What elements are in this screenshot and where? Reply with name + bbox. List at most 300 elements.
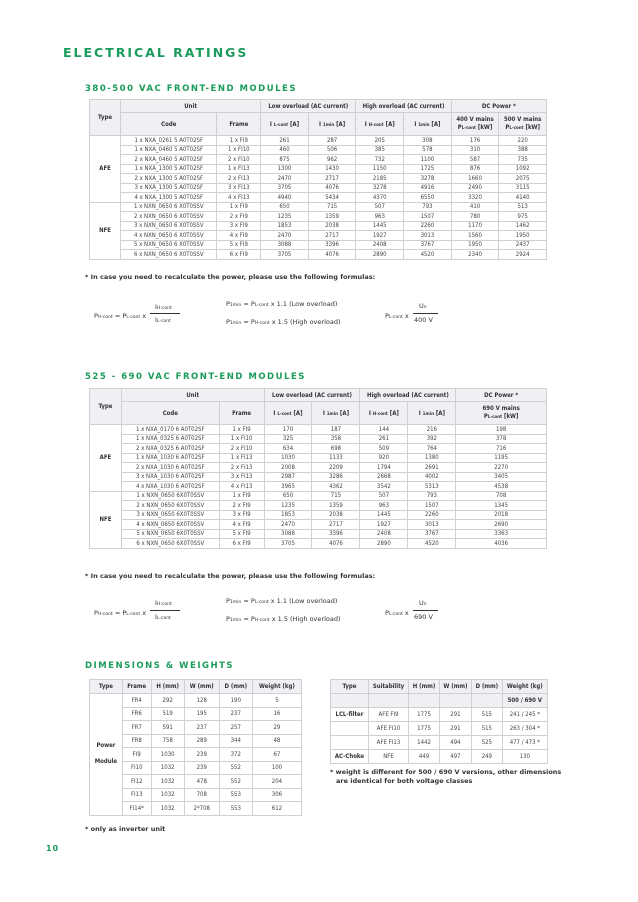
table-row: [331, 708, 548, 722]
table-row: [90, 694, 302, 708]
table-row: [90, 510, 547, 520]
table-row: [90, 434, 547, 444]
table-cell: 292: [151, 694, 184, 708]
table-cell: 1030: [151, 748, 184, 762]
dimensions-table-left: [89, 679, 302, 816]
table-cell: 187: [312, 425, 360, 435]
table-cell: 1032: [151, 761, 184, 775]
formula1-volt-lhs: PL-cont x: [385, 312, 409, 320]
col-frame: Frame: [219, 402, 264, 425]
dimensions-table-right: [330, 679, 548, 764]
table-cell: 1 x FI13: [217, 164, 261, 174]
table-cell: 3965: [264, 482, 312, 492]
table-cell: 2008: [264, 463, 312, 473]
table-cell: 1725: [404, 164, 452, 174]
table-cell: 241 / 245 *: [502, 708, 547, 722]
table-cell: 2 x FI13: [219, 463, 264, 473]
formula2-volt: 690 V: [414, 613, 433, 621]
table-cell: 1 x NXA_0170 6 A0T02SF: [121, 425, 219, 435]
table-cell: 758: [151, 734, 184, 748]
col-p400: 400 V mains PL-cont [kW]: [451, 113, 499, 136]
table-cell: 3705: [264, 539, 312, 549]
table-cell: 289: [184, 734, 219, 748]
table-cell: 1 x NXA_0261 5 A0T02SF: [121, 136, 217, 146]
formula2-num: IH-cont: [155, 599, 172, 607]
table-cell: 587: [451, 155, 499, 165]
type-cell: [331, 736, 369, 750]
col-ih-cont: I H-cont [A]: [356, 113, 404, 136]
col-i1min-low: I 1min [A]: [312, 402, 360, 425]
table-cell: 291: [439, 708, 471, 722]
table-cell: 1927: [356, 231, 404, 241]
table-cell: 308: [404, 136, 452, 146]
table-cell: 1775: [409, 708, 440, 722]
table-cell: 3396: [308, 240, 356, 250]
col-frame: Frame: [217, 113, 261, 136]
table-cell: 2038: [308, 221, 356, 231]
table-cell: FI13: [122, 788, 151, 802]
table-cell: 4076: [308, 183, 356, 193]
table-cell: 1359: [308, 212, 356, 222]
formula1-volt-line: [413, 313, 438, 314]
group-label-line: Power: [96, 742, 116, 750]
table-cell: 239: [184, 748, 219, 762]
table-cell: 5 x NXN_0650 6X0T0SSV: [121, 529, 219, 539]
table-cell: 3396: [312, 529, 360, 539]
table-cell: 715: [308, 202, 356, 212]
table-cell: 2987: [264, 472, 312, 482]
formula1-un: Un: [419, 302, 427, 310]
table-row: [90, 463, 547, 473]
table-cell: 1775: [409, 722, 440, 736]
formula1-low: P1min = PL-cont x 1.1 (Low overload): [226, 300, 338, 308]
table-cell: 2 x NXA_0460 5 A0T02SF: [121, 155, 217, 165]
table-cell: 612: [252, 802, 301, 816]
column-header: D (mm): [472, 680, 503, 694]
table-cell: 392: [408, 434, 456, 444]
table-cell: 1100: [404, 155, 452, 165]
table-row: [331, 722, 548, 736]
table-cell: 2 x FI13: [217, 174, 261, 184]
table-row: [90, 250, 547, 260]
table-cell: 1442: [409, 736, 440, 750]
table-cell: 920: [360, 453, 408, 463]
table-cell: 3 x NXN_0650 6 X0T0SSV: [121, 221, 217, 231]
table-cell: 4 x FI9: [217, 231, 261, 241]
table-cell: 1092: [499, 164, 547, 174]
group-label: NFE: [90, 491, 122, 548]
table-cell: 3013: [408, 520, 456, 530]
table-cell: 497: [439, 750, 471, 764]
table-cell: 358: [312, 434, 360, 444]
table-cell: 6550: [404, 193, 452, 203]
table-row: [90, 425, 547, 435]
table-cell: 3115: [499, 183, 547, 193]
table-cell: 1927: [360, 520, 408, 530]
table-cell: FI10: [122, 761, 151, 775]
table-cell: 1170: [451, 221, 499, 231]
table-cell: 388: [499, 145, 547, 155]
table-cell: 716: [456, 444, 547, 454]
table-cell: 3542: [360, 482, 408, 492]
table-row: [90, 136, 547, 146]
table-cell: 1 x FI13: [219, 453, 264, 463]
right-note-line1: * weight is different for 500 / 690 V versions, other dimensions: [330, 768, 562, 776]
table-cell: 1235: [264, 501, 312, 511]
column-header: Type: [90, 680, 123, 694]
table-cell: 1430: [308, 164, 356, 174]
table-cell: 5 x FI9: [217, 240, 261, 250]
table-cell: 2075: [499, 174, 547, 184]
table-cell: 378: [456, 434, 547, 444]
table-cell: 385: [356, 145, 404, 155]
table-row: [90, 145, 547, 155]
table-cell: 1794: [360, 463, 408, 473]
table-cell: 198: [456, 425, 547, 435]
table-cell: 793: [408, 491, 456, 501]
table-cell: 237: [219, 707, 252, 721]
table-cell: 5 x NXN_0650 6 X0T0SSV: [121, 240, 217, 250]
page-title: ELECTRICAL RATINGS: [63, 45, 249, 60]
table-cell: 1 x FI9: [219, 491, 264, 501]
table-cell: 3 x FI13: [219, 472, 264, 482]
formula2-fraction-line: [150, 610, 180, 611]
table-cell: 1032: [151, 802, 184, 816]
table-cell: FR8: [122, 734, 151, 748]
type-cell: LCL-filter: [331, 708, 369, 722]
table-cell: 5313: [408, 482, 456, 492]
table-cell: 3278: [356, 183, 404, 193]
table-cell: 257: [219, 721, 252, 735]
table-cell: 1 x NXA_1300 5 A0T02SF: [121, 164, 217, 174]
table-cell: 2038: [312, 510, 360, 520]
table-cell: 732: [356, 155, 404, 165]
table-cell: 477 / 473 *: [502, 736, 547, 750]
table-cell: 578: [404, 145, 452, 155]
table-cell: 3705: [261, 250, 309, 260]
col-il-cont: I L-cont [A]: [264, 402, 312, 425]
table-cell: 190: [219, 694, 252, 708]
table-cell: 205: [356, 136, 404, 146]
formula1-high: P1min = PH-cont x 1.5 (High overload): [226, 318, 341, 326]
table-cell: 4362: [312, 482, 360, 492]
table-cell: 2340: [451, 250, 499, 260]
table-cell: 4 x NXN_0650 6 X0T0SSV: [121, 231, 217, 241]
section2-footnote: * In case you need to recalculate the power, please use the following formulas:: [85, 572, 376, 580]
table-cell: 310: [451, 145, 499, 155]
table-cell: 261: [261, 136, 309, 146]
table-cell: 1560: [451, 231, 499, 241]
section3-title: DIMENSIONS & WEIGHTS: [85, 661, 235, 671]
col-high-overload: High overload (AC current): [356, 100, 451, 113]
formula2-volt-line: [413, 610, 438, 611]
table-cell: 2890: [360, 539, 408, 549]
col-i1min-high: I 1min [A]: [404, 113, 452, 136]
table-row: [90, 501, 547, 511]
table-cell: 6 x FI9: [219, 539, 264, 549]
table-cell: 3 x FI13: [217, 183, 261, 193]
table-cell: 48: [252, 734, 301, 748]
table-cell: 650: [261, 202, 309, 212]
group-label: AFE: [90, 136, 121, 203]
column-header: Type: [331, 680, 369, 694]
table-cell: 1445: [356, 221, 404, 231]
table-cell: 3320: [451, 193, 499, 203]
table-cell: 4520: [404, 250, 452, 260]
table-cell: 4 x NXA_1030 6 A0T02SF: [121, 482, 219, 492]
col-type: Type: [90, 100, 121, 136]
table-row: [90, 221, 547, 231]
table-cell: 3705: [261, 183, 309, 193]
formula2-un: Un: [419, 599, 427, 607]
formula1-lhs: PH-cont = PL-cont x: [94, 312, 147, 320]
table-cell: 2 x FI9: [219, 501, 264, 511]
table-cell: 963: [360, 501, 408, 511]
subheader-row: [331, 694, 548, 708]
table-cell: 176: [451, 136, 499, 146]
table-cell: 963: [356, 212, 404, 222]
table-cell: 715: [312, 491, 360, 501]
col-unit: Unit: [121, 100, 261, 113]
table-cell: 3278: [404, 174, 452, 184]
table-cell: 1853: [264, 510, 312, 520]
table-cell: 460: [261, 145, 309, 155]
table-cell: 2470: [264, 520, 312, 530]
table-cell: AFE FI10: [368, 722, 408, 736]
table-cell: 519: [151, 707, 184, 721]
table-cell: 4520: [408, 539, 456, 549]
table-cell: 3013: [404, 231, 452, 241]
table-cell: 6 x NXN_0650 6X0T0SSV: [121, 539, 219, 549]
table-cell: 1030: [264, 453, 312, 463]
table-cell: 515: [472, 708, 503, 722]
table-cell: 1507: [404, 212, 452, 222]
table-cell: 449: [409, 750, 440, 764]
table-cell: 708: [456, 491, 547, 501]
group-label-line: Module: [94, 758, 118, 766]
table-cell: 2490: [451, 183, 499, 193]
formula1-volt: 400 V: [414, 316, 433, 324]
table-cell: 708: [184, 788, 219, 802]
column-header: H (mm): [409, 680, 440, 694]
col-high-overload: High overload (AC current): [360, 389, 456, 402]
table-cell: 5434: [308, 193, 356, 203]
table-row: [90, 529, 547, 539]
table-cell: 239: [184, 761, 219, 775]
table-cell: 2185: [356, 174, 404, 184]
table-cell: 2408: [356, 240, 404, 250]
table-cell: 3767: [408, 529, 456, 539]
col-code: Code: [121, 402, 219, 425]
table-cell: 16: [252, 707, 301, 721]
col-code: Code: [121, 113, 217, 136]
table-cell: 6 x NXN_0650 6 X0T0SSV: [121, 250, 217, 260]
table-cell: FI14*: [122, 802, 151, 816]
table-cell: 2260: [408, 510, 456, 520]
table-cell: 3 x NXA_1300 5 A0T02SF: [121, 183, 217, 193]
table-cell: 1032: [151, 775, 184, 789]
table-cell: 1445: [360, 510, 408, 520]
table-cell: 3 x NXN_0650 6X0T0SSV: [121, 510, 219, 520]
right-note-line2: are identical for both voltage classes: [336, 777, 473, 785]
table-cell: 1345: [456, 501, 547, 511]
table-cell: 2018: [456, 510, 547, 520]
table-cell: 1150: [356, 164, 404, 174]
table-cell: 2 x NXN_0650 6X0T0SSV: [121, 501, 219, 511]
table-cell: 2270: [456, 463, 547, 473]
col-p500: 500 V mains PL-cont [kW]: [499, 113, 547, 136]
table-cell: 170: [264, 425, 312, 435]
column-header: D (mm): [219, 680, 252, 694]
formula2-lhs: PH-cont = PL-cont x: [94, 609, 147, 617]
table-cell: 1 x NXA_1030 6 A0T02SF: [121, 453, 219, 463]
table-cell: 4002: [408, 472, 456, 482]
table-cell: 1133: [312, 453, 360, 463]
table-row: [90, 482, 547, 492]
table-cell: 515: [472, 722, 503, 736]
table-cell: 1 x FI9: [217, 136, 261, 146]
table-cell: 1300: [261, 164, 309, 174]
table-cell: 1950: [451, 240, 499, 250]
table-cell: 130: [502, 750, 547, 764]
table-cell: 2717: [308, 231, 356, 241]
table-cell: 325: [264, 434, 312, 444]
group-label: [90, 694, 123, 816]
table-cell: 220: [499, 136, 547, 146]
formula1-fraction-line: [150, 313, 180, 314]
formula2-high: P1min = PH-cont x 1.5 (High overload): [226, 615, 341, 623]
table-row: [90, 520, 547, 530]
table-row: [90, 240, 547, 250]
table-cell: 2437: [499, 240, 547, 250]
section2-title: 525 - 690 VAC FRONT-END MODULES: [85, 372, 306, 382]
table-cell: 494: [439, 736, 471, 750]
table-cell: 1660: [451, 174, 499, 184]
table-cell: 1 x NXA_0460 5 A0T02SF: [121, 145, 217, 155]
table-row: [90, 183, 547, 193]
empty-header: [409, 694, 440, 708]
table-cell: 3767: [404, 240, 452, 250]
table-cell: 3405: [456, 472, 547, 482]
table-cell: 291: [439, 722, 471, 736]
table-cell: 552: [219, 761, 252, 775]
table-cell: 2260: [404, 221, 452, 231]
table-cell: 1 x NXN_0650 6X0T0SSV: [121, 491, 219, 501]
table-cell: 4 x FI9: [219, 520, 264, 530]
table-cell: 1380: [408, 453, 456, 463]
table-cell: FI12: [122, 775, 151, 789]
table-cell: FR6: [122, 707, 151, 721]
table-cell: 1195: [456, 453, 547, 463]
table-cell: 553: [219, 802, 252, 816]
table-cell: 875: [261, 155, 309, 165]
section1-title: 380-500 VAC FRONT-END MODULES: [85, 84, 297, 94]
table-cell: 793: [404, 202, 452, 212]
table-cell: 2690: [456, 520, 547, 530]
table-row: [90, 212, 547, 222]
table-cell: 3 x NXA_1030 6 A0T02SF: [121, 472, 219, 482]
table-cell: 216: [408, 425, 456, 435]
empty-header: [439, 694, 471, 708]
table-row: [90, 231, 547, 241]
table-cell: 3088: [261, 240, 309, 250]
table-cell: 344: [219, 734, 252, 748]
table-row: [90, 472, 547, 482]
table-row: [90, 174, 547, 184]
col-p690: 690 V mains PL-cont [kW]: [456, 402, 547, 425]
table-cell: 2470: [261, 231, 309, 241]
col-i1min-high: I 1min [A]: [408, 402, 456, 425]
formula1-num: IH-cont: [155, 303, 172, 311]
col-ih-cont: I H-cont [A]: [360, 402, 408, 425]
col-il-cont: I L-cont [A]: [261, 113, 309, 136]
table-cell: 4 x FI13: [217, 193, 261, 203]
table-cell: 553: [219, 788, 252, 802]
table-cell: 2470: [261, 174, 309, 184]
table-cell: FR4: [122, 694, 151, 708]
table-cell: 5 x FI9: [219, 529, 264, 539]
table-cell: 100: [252, 761, 301, 775]
table-cell: 2 x FI10: [217, 155, 261, 165]
table-cell: 4370: [356, 193, 404, 203]
table-cell: 2 x FI9: [217, 212, 261, 222]
table-cell: NFE: [368, 750, 408, 764]
table-cell: 2408: [360, 529, 408, 539]
table-row: [90, 202, 547, 212]
table-cell: 1853: [261, 221, 309, 231]
section1-footnote: * In case you need to recalculate the power, please use the following formulas:: [85, 273, 376, 281]
table-cell: 5: [252, 694, 301, 708]
type-cell: AC-Choke: [331, 750, 369, 764]
table-row: [90, 453, 547, 463]
table-cell: 735: [499, 155, 547, 165]
col-i1min-low: I 1min [A]: [308, 113, 356, 136]
empty-header: [331, 694, 369, 708]
table-cell: 372: [219, 748, 252, 762]
empty-header: [472, 694, 503, 708]
table-cell: 698: [312, 444, 360, 454]
table-cell: 2668: [360, 472, 408, 482]
table-cell: 1 x FI9: [217, 202, 261, 212]
table-cell: 263 / 304 *: [502, 722, 547, 736]
table-cell: 2 x FI10: [219, 444, 264, 454]
table-cell: FR7: [122, 721, 151, 735]
table-cell: 204: [252, 775, 301, 789]
table-row: [90, 193, 547, 203]
table-cell: 3286: [312, 472, 360, 482]
table-cell: 2209: [312, 463, 360, 473]
table-cell: 306: [252, 788, 301, 802]
table-cell: 552: [219, 775, 252, 789]
table-cell: 507: [360, 491, 408, 501]
table-row: [90, 444, 547, 454]
table-cell: 249: [472, 750, 503, 764]
formula2-volt-lhs: PL-cont x: [385, 609, 409, 617]
table-cell: 2890: [356, 250, 404, 260]
table-cell: 144: [360, 425, 408, 435]
column-header: H (mm): [151, 680, 184, 694]
table-cell: AFE FI9: [368, 708, 408, 722]
table-cell: 4 x NXN_0650 6X0T0SSV: [121, 520, 219, 530]
column-header: Suitability: [368, 680, 408, 694]
page-number: 10: [46, 844, 60, 853]
table-cell: AFE FI13: [368, 736, 408, 750]
column-header: Weight (kg): [502, 680, 547, 694]
formula1-den: IL-cont: [155, 316, 171, 324]
table-cell: 4076: [308, 250, 356, 260]
table-cell: 780: [451, 212, 499, 222]
col-type: Type: [90, 389, 122, 425]
